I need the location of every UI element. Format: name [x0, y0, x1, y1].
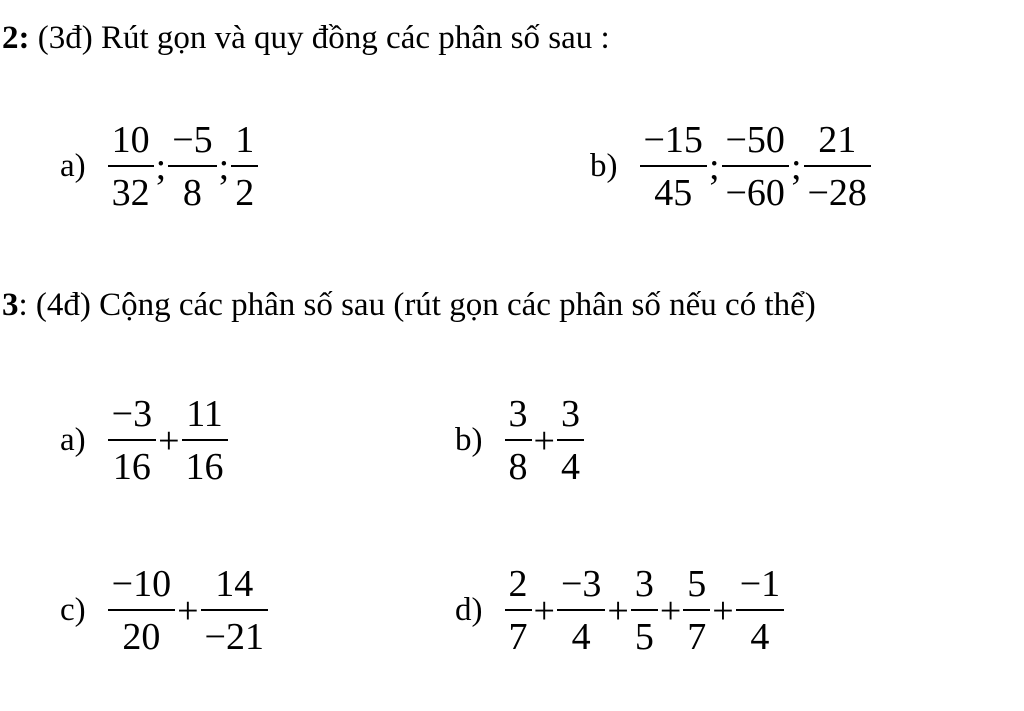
exercise-3d [455, 562, 784, 659]
plus-operator: + [659, 589, 682, 632]
numerator: 3 [634, 563, 654, 605]
fraction [182, 392, 228, 489]
denominator: 4 [560, 446, 580, 488]
exercise-2b [590, 118, 871, 215]
denominator: 16 [112, 446, 151, 488]
numerator: 3 [560, 393, 580, 435]
denominator: 4 [750, 616, 770, 658]
numerator: 11 [186, 393, 223, 435]
fraction [231, 118, 258, 215]
denominator: 7 [508, 616, 528, 658]
fraction [683, 562, 710, 659]
plus-operator: + [533, 419, 555, 462]
exercise-3-number: 3 [2, 287, 19, 323]
fraction [804, 118, 871, 215]
fraction-bar [108, 609, 175, 611]
exercise-3-title: : (4đ) Cộng các phân số sau (rút gọn các phân số nếu có thể) [18, 287, 816, 323]
fraction-bar [108, 165, 154, 167]
denominator: 2 [235, 172, 255, 214]
plus-operator: + [712, 589, 734, 632]
fraction-bar [168, 165, 216, 167]
exercise-3a [60, 392, 228, 489]
numerator: −50 [725, 119, 785, 161]
exercise-3b [455, 392, 584, 489]
numerator: 3 [508, 393, 528, 435]
fraction [201, 562, 268, 659]
fraction [108, 562, 175, 659]
fraction-bar [640, 165, 707, 167]
numerator: 10 [111, 119, 150, 161]
numerator: 1 [235, 119, 255, 161]
plus-operator: + [177, 589, 199, 632]
item-label: b) [590, 148, 618, 184]
fraction-bar [804, 165, 871, 167]
fraction-bar [557, 439, 584, 441]
denominator: −28 [807, 172, 867, 214]
plus-operator: + [607, 589, 629, 632]
exercise-2-number: 2: [2, 20, 30, 56]
plus-operator: + [158, 419, 180, 462]
item-label: b) [455, 422, 483, 458]
fraction [736, 562, 784, 659]
fraction-bar [108, 439, 156, 441]
numerator: −3 [560, 563, 602, 605]
denominator: 16 [185, 446, 224, 488]
fraction-bar [201, 609, 268, 611]
numerator: −15 [643, 119, 703, 161]
fraction [640, 118, 707, 215]
numerator: −1 [739, 563, 781, 605]
fraction [557, 562, 605, 659]
fraction [722, 118, 789, 215]
separator: ; [790, 145, 802, 188]
denominator: 4 [571, 616, 591, 658]
item-label: d) [455, 592, 483, 628]
fraction-bar [736, 609, 784, 611]
fraction [108, 392, 156, 489]
numerator: 21 [818, 119, 857, 161]
numerator: −3 [111, 393, 153, 435]
numerator: 14 [215, 563, 254, 605]
denominator: 5 [634, 616, 654, 658]
denominator: 7 [687, 616, 707, 658]
exercise-3c [60, 562, 268, 659]
fraction-bar [722, 165, 789, 167]
denominator: −21 [204, 616, 264, 658]
fraction [505, 562, 532, 659]
separator: ; [155, 145, 167, 188]
item-label: c) [60, 592, 86, 628]
fraction-bar [505, 609, 532, 611]
item-label: a) [60, 422, 86, 458]
fraction-bar [557, 609, 605, 611]
numerator: 2 [508, 563, 528, 605]
exercise-2-heading [2, 18, 610, 58]
numerator: −5 [172, 119, 213, 161]
numerator: −10 [111, 563, 172, 605]
denominator: 32 [111, 172, 150, 214]
denominator: 45 [654, 172, 693, 214]
plus-operator: + [533, 589, 555, 632]
fraction [631, 562, 658, 659]
denominator: 8 [508, 446, 528, 488]
fraction [168, 118, 216, 215]
denominator: 20 [122, 616, 161, 658]
fraction [557, 392, 584, 489]
exercise-2a [60, 118, 258, 215]
exercise-3-heading [2, 285, 816, 325]
fraction-bar [231, 165, 258, 167]
fraction-bar [505, 439, 532, 441]
fraction-bar [683, 609, 710, 611]
denominator: 8 [182, 172, 202, 214]
exercise-2-title: (3đ) Rút gọn và quy đồng các phân số sau : [29, 20, 610, 56]
fraction [505, 392, 532, 489]
separator: ; [708, 145, 720, 188]
fraction-bar [631, 609, 658, 611]
numerator: 5 [687, 563, 707, 605]
separator: ; [218, 145, 230, 188]
item-label: a) [60, 148, 86, 184]
fraction-bar [182, 439, 228, 441]
denominator: −60 [725, 172, 785, 214]
fraction [108, 118, 154, 215]
